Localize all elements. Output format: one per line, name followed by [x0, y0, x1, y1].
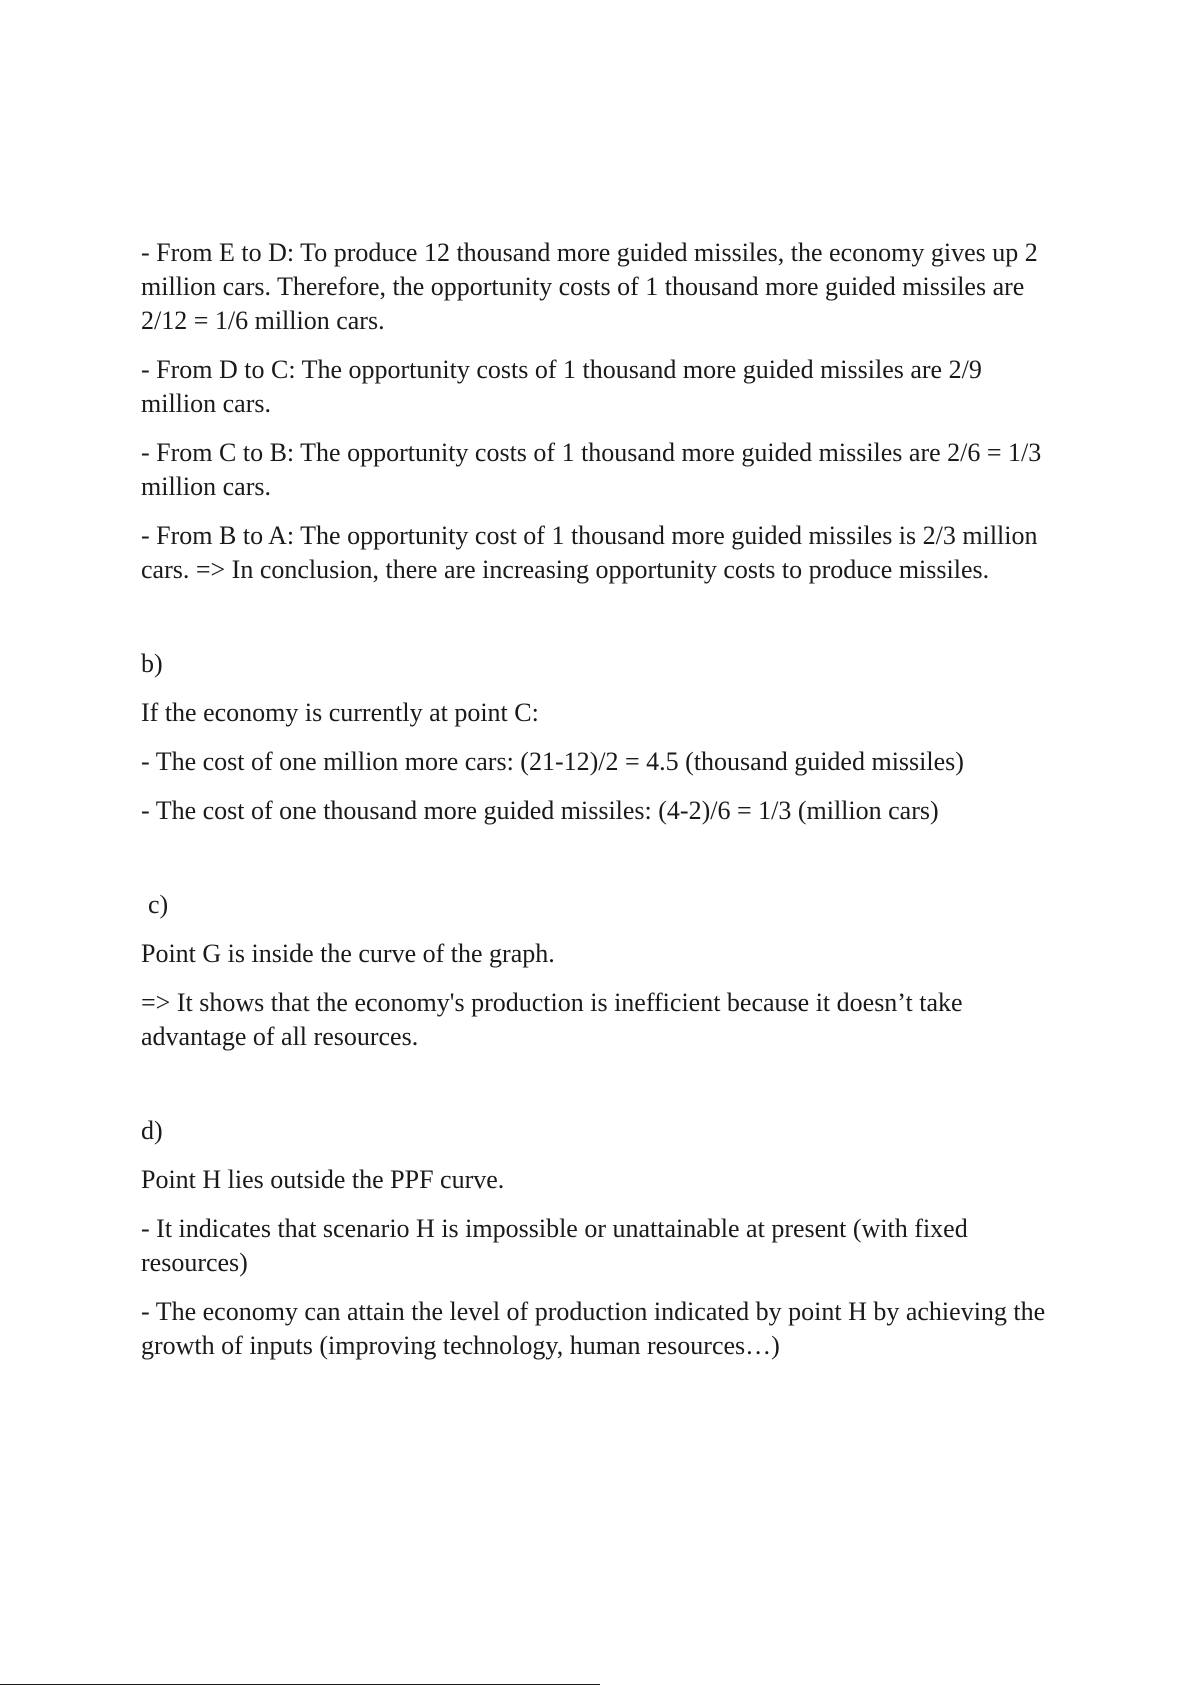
- section-b-cost-missiles: - The cost of one thousand more guided missiles: (4-2)/6 = 1/3 (million cars): [141, 796, 939, 825]
- section-c-label: c): [148, 890, 169, 919]
- paragraph-c-to-b: - From C to B: The opportunity costs of 1 thousand more guided missiles are 2/6 = 1/3 million cars.: [141, 438, 1042, 501]
- section-b-intro: If the economy is currently at point C:: [141, 698, 539, 727]
- section-d-point-2: - The economy can attain the level of production indicated by point H by achieving the growth of inputs (improving technology, human resources…): [141, 1297, 1046, 1360]
- paragraph-d-to-c: - From D to C: The opportunity costs of 1 thousand more guided missiles are 2/9 million cars.: [141, 355, 982, 418]
- section-b-label: b): [141, 649, 163, 678]
- section-c-intro: Point G is inside the curve of the graph.: [141, 939, 555, 968]
- section-b-cost-cars: - The cost of one million more cars: (21-12)/2 = 4.5 (thousand guided missiles): [141, 747, 964, 776]
- paragraph-b-to-a: - From B to A: The opportunity cost of 1 thousand more guided missiles is 2/3 million cars. => In conclusion, there are increasing opportunity costs to produce missiles.: [141, 521, 1038, 584]
- section-d-intro: Point H lies outside the PPF curve.: [141, 1165, 505, 1194]
- section-d-point-1: - It indicates that scenario H is impossible or unattainable at present (with fixed resources): [141, 1214, 968, 1277]
- section-c-conclusion: => It shows that the economy's production is inefficient because it doesn’t take advantage of all resources.: [141, 988, 963, 1051]
- section-d-label: d): [141, 1116, 163, 1145]
- paragraph-e-to-d: - From E to D: To produce 12 thousand more guided missiles, the economy gives up 2 million cars. Therefore, the opportunity costs of 1 thousand more guided missiles are 2/12 = 1/6 million cars.: [141, 238, 1038, 335]
- document-body: [141, 236, 1061, 1378]
